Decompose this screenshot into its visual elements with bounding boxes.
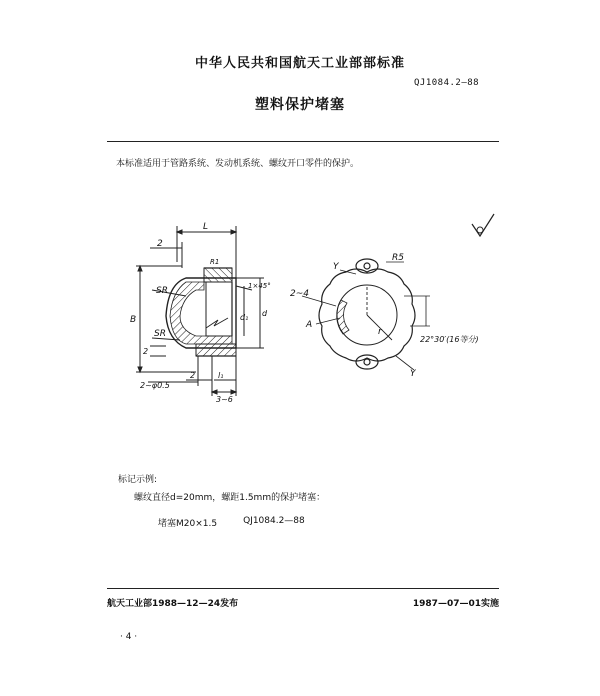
footer-rule [107, 588, 499, 589]
dim-d: d [262, 309, 268, 318]
side-view [136, 226, 264, 396]
marking-heading: 标记示例: [118, 475, 158, 485]
label-y-top: Y [333, 262, 339, 272]
document-title: 塑料保护堵塞 [255, 97, 345, 113]
dim-bottom-wall: 2~φ0.5 [140, 381, 170, 390]
label-angle: 22°30′(16等分) [420, 335, 479, 344]
roughness-symbol [472, 214, 494, 236]
dim-sr-bottom: SR [154, 329, 166, 339]
label-a: A [306, 320, 313, 330]
dim-l1: l₁ [218, 371, 224, 380]
side-view-labels [130, 222, 271, 404]
label-r5: R5 [392, 253, 404, 263]
dim-L: L [203, 222, 209, 232]
dim-d1: d₁ [240, 313, 249, 322]
dim-sr-top: SR [156, 286, 168, 296]
marking-example [158, 516, 305, 529]
label-y-bottom: Y [410, 369, 416, 379]
org-title: 中华人民共和国航天工业部部标准 [194, 56, 405, 71]
issue-date: 航天工业部1988—12—24发布 [107, 599, 239, 609]
front-view [302, 259, 430, 370]
marking-example-code: QJ1084.2—88 [243, 516, 305, 526]
dim-r1: R1 [210, 258, 220, 266]
marking-text: 螺纹直径d=20mm，螺距1.5mm的保护堵塞： [134, 493, 326, 503]
label-two-four: 2~4 [290, 289, 309, 299]
dim-chamfer: 1×45° [248, 282, 271, 290]
label-r: r [378, 327, 382, 337]
dim-top-2: 2 [157, 239, 163, 249]
standard-code: QJ1084.2—88 [414, 78, 480, 88]
dim-B: B [130, 315, 137, 325]
dim-thread-span: 3~6 [216, 395, 233, 404]
page-number: · 4 · [120, 632, 138, 642]
scope-text: 本标准适用于管路系统、发动机系统、螺纹开口零件的保护。 [116, 159, 360, 169]
dim-small-2: 2 [143, 347, 149, 356]
effective-date: 1987—07—01实施 [412, 599, 499, 609]
dim-bottom-2: 2 [190, 371, 196, 380]
marking-example-name: 堵塞M20×1.5 [158, 519, 218, 529]
